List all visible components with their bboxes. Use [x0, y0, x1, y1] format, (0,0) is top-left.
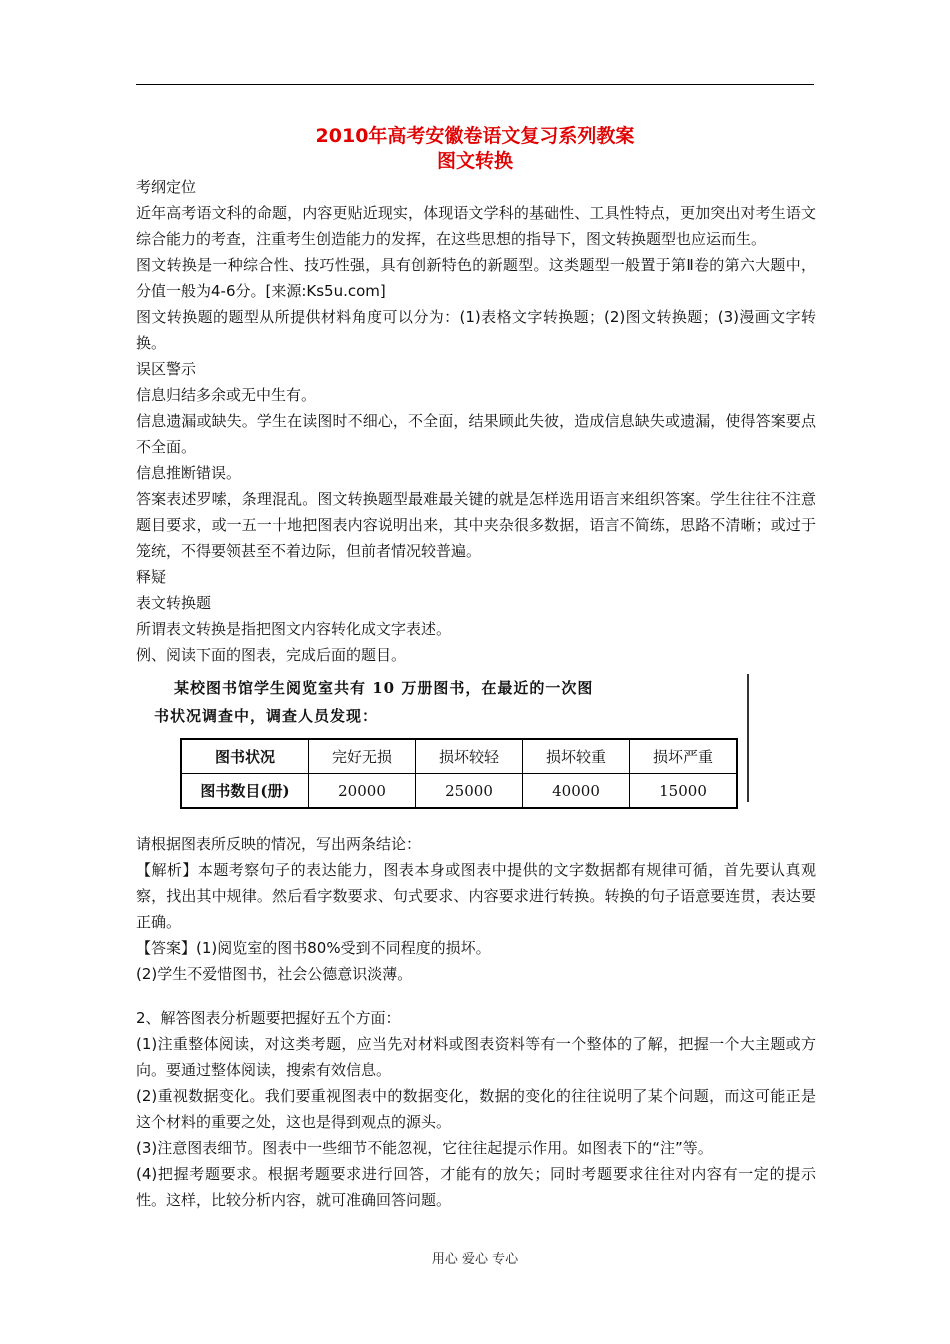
paragraph: 例、阅读下面的图表，完成后面的题目。	[136, 646, 407, 664]
method-item: (2)重视数据变化。我们要重视图表中的数据变化，数据的变化的往往说明了某个问题，而这可能正是这个材料的重要之处，这也是得到观点的源头。	[136, 1087, 816, 1131]
book-status-table	[180, 738, 738, 809]
table-cell: 25000	[416, 774, 523, 809]
figure-caption-line: 书状况调查中，调查人员发现：	[154, 707, 379, 725]
method-item: (4)把握考题要求。根据考题要求进行回答，才能有的放矢；同时考题要求往往对内容有一定的提示性。这样，比较分析内容，就可准确回答问题。	[136, 1165, 816, 1209]
paragraph: 信息推断错误。	[136, 464, 242, 482]
table-cell: 图书数目(册)	[181, 774, 309, 809]
analysis-paragraph: 【解析】本题考察句子的表达能力，图表本身或图表中提供的文字数据都有规律可循，首先要认真观察，找出其中规律。然后看字数要求、句式要求、内容要求进行转换。转换的句子语意要连贯，表达要正确。	[136, 861, 816, 931]
method-item: (3)注意图表细节。图表中一些细节不能忽视，它往往起提示作用。如图表下的“注”等。	[136, 1139, 713, 1157]
paragraph: 图文转换题的题型从所提供材料角度可以分为：(1)表格文字转换题；(2)图文转换题；(3)漫画文字转换。	[136, 308, 816, 352]
answer-line: (2)学生不爱惜图书，社会公德意识淡薄。	[136, 965, 413, 983]
heading-explanation: 释疑	[136, 568, 167, 586]
document-body	[136, 174, 816, 1213]
heading-pitfalls: 误区警示	[136, 360, 197, 378]
figure-caption-line: 某校图书馆学生阅览室共有 10 万册图书，在最近的一次图	[174, 679, 594, 697]
table-header-cell: 完好无损	[309, 739, 416, 774]
document-title: 2010年高考安徽卷语文复习系列教案	[315, 125, 635, 147]
paragraph: 答案表述罗嗦，条理混乱。图文转换题型最难最关键的就是怎样选用语言来组织答案。学生往往不注意题目要求，或一五一十地把图表内容说明出来，其中夹杂很多数据，语言不简练，思路不清晰；或过于笼统，不得要领甚至不着边际，但前者情况较普遍。	[136, 490, 816, 560]
table-row	[181, 774, 737, 809]
table-cell: 15000	[630, 774, 738, 809]
question-prompt: 请根据图表所反映的情况，写出两条结论：	[136, 835, 422, 853]
heading-syllabus: 考纲定位	[136, 178, 197, 196]
paragraph: 所谓表文转换是指把图文内容转化成文字表述。	[136, 620, 452, 638]
figure-caption	[154, 674, 594, 730]
table-header-cell: 损坏较重	[523, 739, 630, 774]
method-item: (1)注重整体阅读，对这类考题，应当先对材料或图表资料等有一个整体的了解，把握一个大主题或方向。要通过整体阅读，搜索有效信息。	[136, 1035, 816, 1079]
answer-line: 【答案】(1)阅览室的图书80%受到不同程度的损坏。	[136, 939, 491, 957]
table-header-cell: 图书状况	[181, 739, 309, 774]
paragraph: 信息归结多余或无中生有。	[136, 386, 317, 404]
table-cell: 40000	[523, 774, 630, 809]
scanned-figure	[136, 670, 816, 825]
section-heading: 2、解答图表分析题要把握好五个方面：	[136, 1009, 401, 1027]
paragraph: 图文转换是一种综合性、技巧性强，具有创新特色的新题型。这类题型一般置于第Ⅱ卷的第六大题中，分值一般为4-6分。[来源:Ks5u.com]	[136, 256, 816, 300]
paragraph: 表文转换题	[136, 594, 212, 612]
spacer	[136, 987, 816, 1005]
header-rule	[136, 84, 814, 85]
paragraph: 信息遗漏或缺失。学生在读图时不细心，不全面，结果顾此失彼，造成信息缺失或遗漏，使得答案要点不全面。	[136, 412, 816, 456]
document-subtitle: 图文转换	[436, 150, 513, 172]
table-row	[181, 739, 737, 774]
table-cell: 20000	[309, 774, 416, 809]
page-footer: 用心 爱心 专心	[431, 1252, 519, 1267]
paragraph: 近年高考语文科的命题，内容更贴近现实，体现语文学科的基础性、工具性特点，更加突出对考生语文综合能力的考查，注重考生创造能力的发挥，在这些思想的指导下，图文转换题型也应运而生。	[136, 204, 816, 248]
table-header-cell: 损坏较轻	[416, 739, 523, 774]
table-header-cell: 损坏严重	[630, 739, 738, 774]
scan-edge-line	[747, 674, 749, 802]
